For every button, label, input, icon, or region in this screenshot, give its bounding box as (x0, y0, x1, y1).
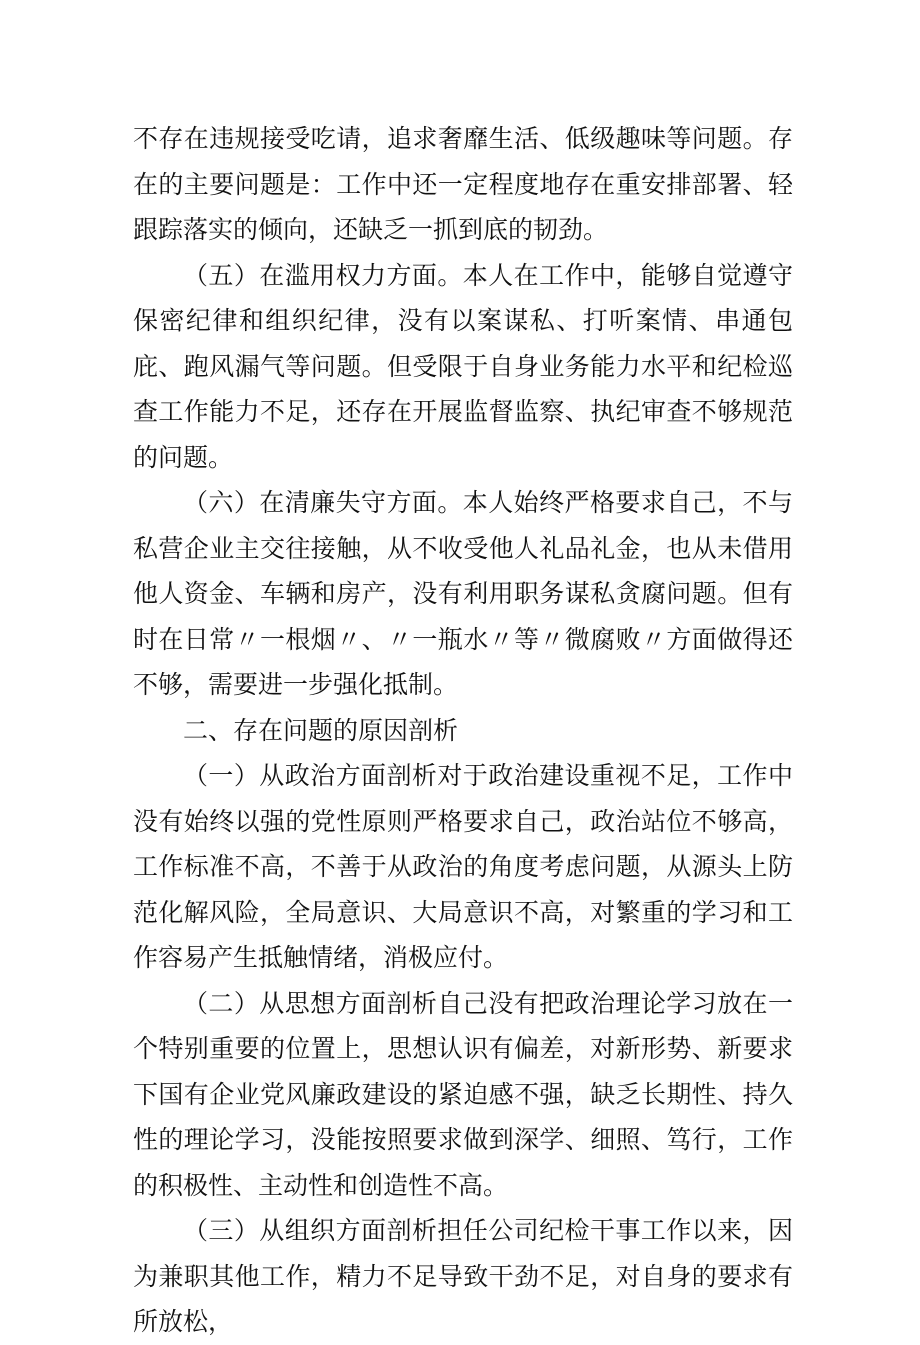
section-heading-cause-analysis: 二、存在问题的原因剖析 (183, 715, 459, 745)
paragraph-continuation: 不存在违规接受吃请，追求奢靡生活、低级趣味等问题。存在的主要问题是：工作中还一定程度地存在重安排部署、轻跟踪落实的倾向，还缺乏一抓到底的韧劲。 (133, 124, 793, 244)
document-body (133, 116, 793, 1345)
paragraph-cause-1: （一）从政治方面剖析对于政治建设重视不足，工作中没有始终以强的党性原则严格要求自己，政治站位不够高，工作标准不高，不善于从政治的角度考虑问题，从源头上防范化解风险，全局意识、大局意识不高，对繁重的学习和工作容易产生抵触情绪，消极应付。 (133, 761, 793, 972)
paragraph-section-6: （六）在清廉失守方面。本人始终严格要求自己，不与私营企业主交往接触，从不收受他人礼品礼金，也从未借用他人资金、车辆和房产，没有利用职务谋私贪腐问题。但有时在日常〃一根烟〃、〃一瓶水〃等〃微腐败〃方面做得还不够，需要进一步强化抵制。 (133, 488, 793, 699)
paragraph-cause-2: （二）从思想方面剖析自己没有把政治理论学习放在一个特别重要的位置上，思想认识有偏差，对新形势、新要求下国有企业党风廉政建设的紧迫感不强，缺乏长期性、持久性的理论学习，没能按照要求做到深学、细照、笃行，工作的积极性、主动性和创造性不高。 (133, 988, 793, 1200)
paragraph-cause-3: （三）从组织方面剖析担任公司纪检干事工作以来，因为兼职其他工作，精力不足导致干劲不足，对自身的要求有所放松， (133, 1216, 793, 1336)
paragraph-section-5: （五）在滥用权力方面。本人在工作中，能够自觉遵守保密纪律和组织纪律，没有以案谋私、打听案情、串通包庇、跑风漏气等问题。但受限于自身业务能力水平和纪检巡查工作能力不足，还存在开展监督监察、执纪审查不够规范的问题。 (133, 260, 793, 472)
